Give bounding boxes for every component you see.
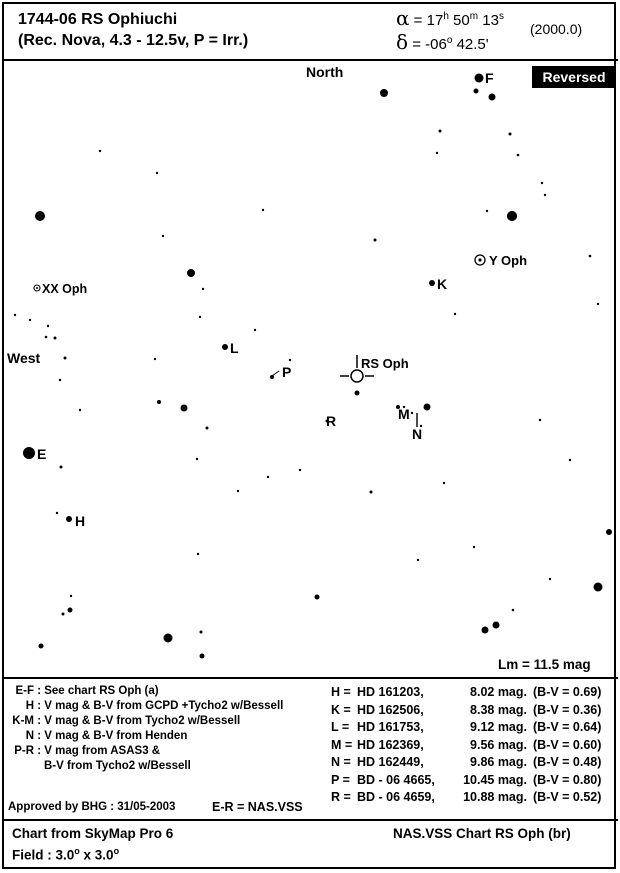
field-star [156, 172, 158, 174]
comparison-magnitude: 10.88 mag. [463, 790, 527, 804]
field-star [79, 409, 81, 411]
field-star [482, 627, 489, 634]
alpha-symbol: α [396, 6, 410, 30]
comparison-table [331, 684, 601, 807]
field-star [315, 595, 320, 600]
source-credit: Chart from SkyMap Pro 6 [12, 826, 174, 841]
field-star [200, 654, 205, 659]
field-star [187, 269, 195, 277]
comparison-label-p: P [282, 364, 292, 380]
field-star [206, 427, 209, 430]
field-star [267, 476, 269, 478]
comparison-magnitude: 9.56 mag. [470, 737, 527, 752]
field-star [594, 583, 603, 592]
comparison-magnitude: 10.45 mag. [463, 772, 527, 787]
field-star [197, 553, 199, 555]
comparison-id: K = [331, 702, 351, 717]
note-line: K-M : V mag & B-V from Tycho2 w/Bessell [12, 715, 241, 727]
er-note: E-R = NAS.VSS [212, 800, 303, 814]
field-star [539, 419, 541, 421]
field-star [589, 255, 592, 258]
chart-title: 1744-06 RS Ophiuchi [18, 11, 178, 28]
limiting-magnitude: Lm = 11.5 mag [498, 657, 591, 672]
comparison-magnitude: 9.12 mag. [470, 720, 527, 734]
comparison-row [331, 702, 601, 720]
field-star [154, 358, 156, 360]
field-star [196, 458, 198, 460]
field-size: Field : 3.0$^o$ x 3.0$^o$ [12, 846, 120, 863]
rs-oph-label: RS Oph [361, 356, 409, 371]
field-star [29, 319, 31, 321]
north-label: North [306, 64, 344, 80]
chart-subtitle: (Rec. Nova, 4.3 - 12.5v, P = Irr.) [18, 32, 249, 49]
field-star [517, 154, 520, 157]
comparison-catalog: BD - 06 4659, [357, 790, 435, 804]
comparison-label-f: F [485, 70, 494, 86]
comparison-label-m: M [398, 406, 410, 422]
field-star [454, 313, 456, 315]
field-star [429, 280, 435, 286]
field-star [439, 130, 442, 133]
field-star [62, 613, 65, 616]
comparison-catalog: BD - 06 4665, [357, 772, 435, 787]
field-star [512, 609, 515, 612]
xx-oph-label: XX Oph [42, 282, 88, 296]
field-star [66, 516, 72, 522]
right-ascension: $\alpha = 17^h$ 50$^m$ 13$^s$ [396, 6, 504, 30]
comparison-row [331, 684, 601, 702]
y-oph-dot [478, 258, 481, 261]
field-star [489, 94, 496, 101]
comparison-bv: (B-V = 0.52) [533, 790, 602, 804]
field-star [289, 359, 291, 361]
variable-xx-oph [34, 282, 87, 296]
field-star [493, 622, 500, 629]
comparison-label-e: E [37, 446, 47, 462]
comparison-bv: (B-V = 0.60) [533, 737, 602, 752]
notes-block [10, 684, 283, 774]
field-star [70, 595, 72, 597]
field-star [417, 559, 419, 561]
comparison-id: R = [331, 790, 351, 804]
comparison-bv: (B-V = 0.48) [533, 755, 602, 769]
comparison-label-h: H [75, 513, 86, 529]
epoch: (2000.0) [530, 21, 583, 37]
field-star [474, 89, 479, 94]
comparison-id: M = [331, 737, 353, 752]
comparison-bv: (B-V = 0.69) [533, 685, 602, 699]
field-star [374, 239, 377, 242]
note-line: E-F : See chart RS Oph (a) [15, 685, 159, 697]
xx-oph-dot [36, 287, 38, 289]
comparison-bv: (B-V = 0.80) [533, 772, 602, 787]
field-star [54, 337, 57, 340]
y-oph-label: Y Oph [489, 253, 528, 268]
note-line: B-V from Tycho2 w/Bessell [44, 760, 191, 772]
field-star [202, 288, 204, 290]
chart-id: NAS.VSS Chart RS Oph (br) [393, 826, 571, 841]
comparison-magnitude: 8.38 mag. [470, 702, 527, 717]
field-star [14, 314, 16, 316]
comparison-catalog: HD 162369, [357, 737, 424, 752]
field-star [436, 152, 438, 154]
comparison-label-l: L [230, 340, 239, 356]
comparison-row [331, 754, 601, 772]
field-star [56, 512, 58, 514]
field-star [299, 469, 301, 471]
field-star [164, 634, 173, 643]
field-star [59, 379, 61, 381]
field-star [60, 466, 63, 469]
declination: $\delta = -06^o$ 42.5' [396, 30, 489, 54]
field-star [597, 303, 599, 305]
note-line: H : V mag & B-V from GCPD +Tycho2 w/Bessell [25, 700, 284, 712]
comparison-label-k: K [437, 276, 448, 292]
field-star [45, 336, 48, 339]
comparison-magnitude: 9.86 mag. [470, 755, 527, 769]
field-star [486, 210, 488, 212]
field-star [606, 529, 612, 535]
field-star [47, 325, 49, 327]
field-star [541, 182, 543, 184]
field-stars [14, 74, 612, 659]
note-line: P-R : V mag from ASAS3 & [14, 745, 161, 757]
comparison-bv: (B-V = 0.36) [533, 702, 602, 717]
field-star [475, 74, 484, 83]
variable-y-oph [475, 253, 527, 268]
field-star [200, 631, 203, 634]
p-pointer-tick [272, 371, 279, 376]
field-star [355, 391, 360, 396]
comparison-magnitude: 8.02 mag. [470, 685, 527, 699]
comparison-id: H = [331, 685, 351, 699]
comparison-row [331, 719, 601, 737]
comparison-id: L = [331, 720, 350, 734]
field-star [254, 329, 256, 331]
field-star [162, 235, 164, 237]
field-star [507, 211, 517, 221]
field-star [68, 608, 73, 613]
field-star [473, 546, 475, 548]
field-star [411, 412, 413, 414]
field-star [569, 459, 571, 461]
comparison-id: P = [331, 772, 350, 787]
comparison-bv: (B-V = 0.64) [533, 720, 602, 734]
field-star [39, 644, 44, 649]
comparison-catalog: HD 162506, [357, 702, 424, 717]
comparison-row [331, 789, 601, 807]
rs-oph-target-marker [340, 355, 409, 382]
field-star [157, 400, 161, 404]
approval-note: Approved by BHG : 31/05-2003 [8, 801, 176, 813]
field-star [424, 404, 431, 411]
comparison-catalog: HD 161203, [357, 685, 424, 699]
comparison-row [331, 772, 601, 790]
field-star [181, 405, 188, 412]
field-star [262, 209, 264, 211]
field-star [35, 211, 45, 221]
delta-symbol: δ [396, 30, 409, 54]
field-star [380, 89, 388, 97]
west-label: West [7, 350, 41, 366]
field-star [99, 150, 101, 152]
comparison-id: N = [331, 755, 351, 769]
field-star [549, 578, 551, 580]
field-star [23, 447, 35, 459]
comparison-catalog: HD 161753, [357, 720, 424, 734]
field-star [370, 491, 373, 494]
note-line: N : V mag & B-V from Henden [25, 730, 188, 742]
comparison-label-r: R [326, 413, 337, 429]
field-star [237, 490, 239, 492]
field-star [64, 357, 67, 360]
field-star [443, 482, 445, 484]
field-star [544, 194, 546, 196]
comparison-catalog: HD 162449, [357, 755, 424, 769]
rs-oph-circle [351, 370, 363, 382]
field-star [199, 316, 201, 318]
comparison-label-n: N [412, 426, 423, 442]
field-star [222, 344, 228, 350]
reversed-badge: Reversed [532, 66, 616, 88]
field-star [509, 133, 512, 136]
comparison-row [331, 737, 601, 755]
